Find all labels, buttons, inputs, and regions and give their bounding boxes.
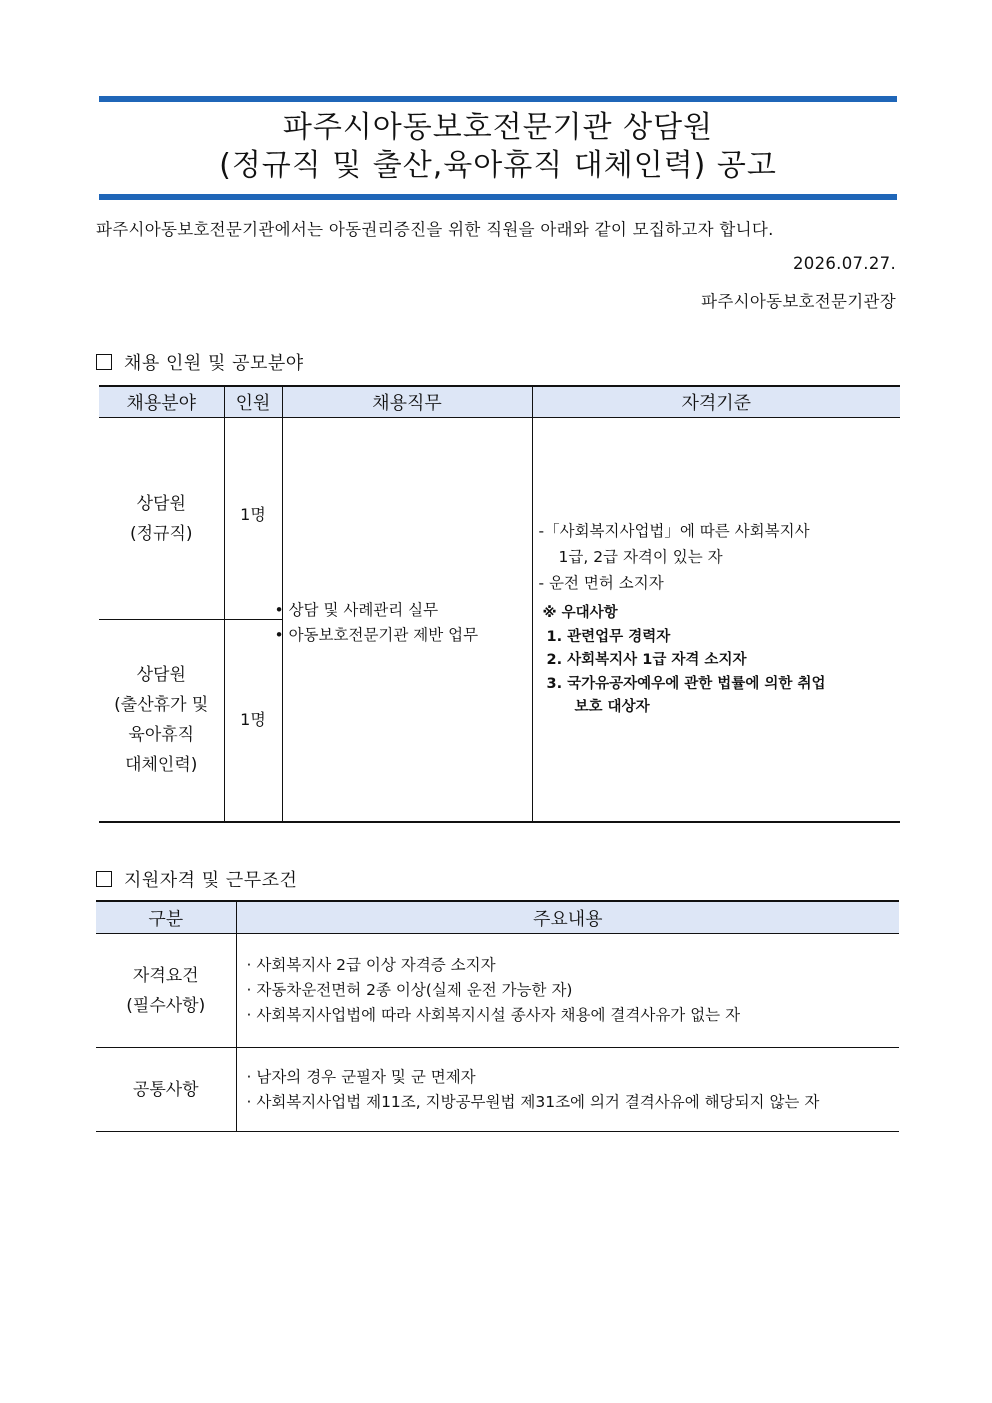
col-header-field: 채용분야	[99, 386, 224, 418]
field-cell	[99, 620, 224, 822]
col-header-content: 주요내용	[236, 901, 899, 934]
duty-list	[274, 598, 532, 648]
field-line: 상담원	[136, 493, 186, 514]
count-cell: 1명	[224, 620, 282, 822]
list-item: • 아동보호전문기관 제반 업무	[274, 626, 479, 645]
table-row	[99, 418, 900, 620]
field-cell	[99, 418, 224, 620]
table-header-row	[99, 386, 900, 418]
count-cell: 1명	[224, 418, 282, 620]
field-line: 육아휴직	[128, 725, 195, 746]
table-header-row	[96, 901, 899, 934]
list-item: · 사회복지사 2급 이상 자격증 소지자	[246, 956, 496, 974]
list-item: • 상담 및 사례관리 실무	[274, 601, 439, 620]
content-cell	[236, 934, 899, 1048]
recruitment-table	[99, 385, 900, 823]
page-title-line1: 파주시아동보호전문기관 상담원	[282, 110, 714, 145]
list-item: · 남자의 경우 군필자 및 군 면제자	[246, 1067, 476, 1086]
title-top-bar	[99, 96, 897, 102]
col-header-category: 구분	[96, 901, 236, 934]
qual-line: 1급, 2급 자격이 있는 자	[558, 548, 723, 566]
category-line: (필수사항)	[126, 995, 206, 1016]
table-row	[96, 1048, 899, 1132]
category-cell	[96, 934, 236, 1048]
intro-text: 파주시아동보호전문기관에서는 아동권리증진을 위한 직원을 아래와 같이 모집하고자 합니다.	[96, 220, 774, 239]
announcement-date: 2026.07.27.	[792, 254, 896, 273]
field-line: (정규직)	[129, 523, 193, 544]
qualification-cell	[532, 418, 900, 822]
col-header-count: 인원	[224, 386, 282, 418]
title-bottom-bar	[99, 194, 897, 200]
content-cell	[236, 1048, 899, 1132]
qual-line: - 운전 면허 소지자	[538, 574, 664, 592]
category-cell: 공통사항	[132, 1079, 199, 1100]
preference-title: ※ 우대사항	[542, 605, 618, 621]
col-header-duty: 채용직무	[282, 386, 532, 418]
section2-heading	[96, 866, 297, 892]
section1-heading	[96, 349, 304, 375]
list-item: · 자동차운전면허 2종 이상(실제 운전 가능한 자)	[246, 981, 573, 999]
field-line: (출산휴가 및	[114, 695, 209, 716]
section2-heading-text: 지원자격 및 근무조건	[124, 870, 298, 891]
col-header-qualification: 자격기준	[532, 386, 900, 418]
field-line: 대체인력)	[125, 755, 198, 776]
list-item: · 사회복지사업법 제11조, 지방공무원법 제31조에 의거 결격사유에 해당되지 않는 자	[246, 1092, 820, 1111]
preference-item: 2. 사회복지사 1급 자격 소지자	[546, 652, 747, 668]
section1-heading-text: 채용 인원 및 공모분야	[124, 353, 304, 374]
issuer-name: 파주시아동보호전문기관장	[701, 292, 896, 311]
qual-line: -「사회복지사업법」에 따른 사회복지사	[538, 522, 810, 540]
checkbox-icon	[96, 354, 112, 370]
table-row	[96, 934, 899, 1048]
list-item: · 사회복지사업법에 따라 사회복지시설 종사자 채용에 결격사유가 없는 자	[246, 1006, 741, 1024]
field-line: 상담원	[136, 665, 186, 686]
duty-cell	[274, 418, 532, 822]
category-line: 자격요건	[132, 965, 199, 986]
preference-item: 보호 대상자	[574, 699, 650, 715]
preference-item: 3. 국가유공자예우에 관한 법률에 의한 취업	[546, 675, 826, 692]
preference-item: 1. 관련업무 경력자	[546, 628, 671, 645]
conditions-table	[96, 900, 899, 1132]
checkbox-icon	[96, 871, 112, 887]
page-title-line2: (정규직 및 출산,육아휴직 대체인력) 공고	[219, 148, 777, 183]
